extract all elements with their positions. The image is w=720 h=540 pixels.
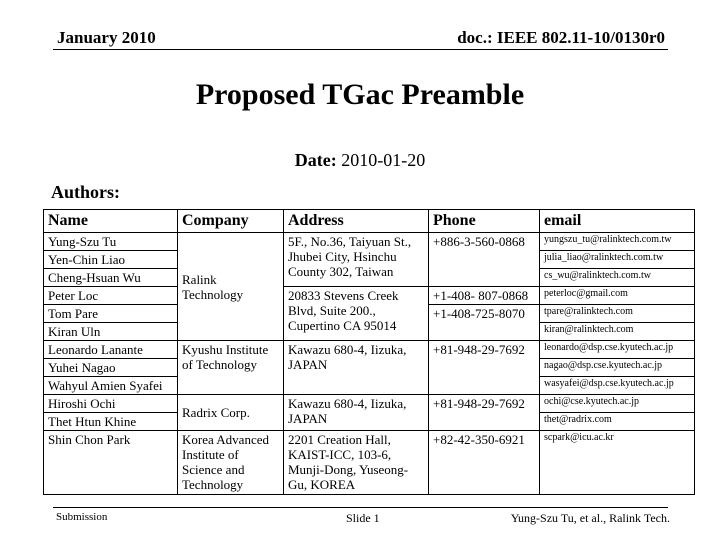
table-row [44,287,695,305]
company-cell: Korea Advanced Institute of Science and Technology [178,431,284,495]
company-cell: Radrix Corp. [178,395,284,431]
author-name: Yuhei Nagao [44,359,178,377]
footer-submission: Submission [56,511,108,523]
address-cell: 2201 Creation Hall, KAIST-ICC, 103-6, Munji-Dong, Yuseong-Gu, KOREA [284,431,429,495]
footer-author: Yung-Szu Tu, et al., Ralink Tech. [510,511,670,525]
phone-cell: +82-42-350-6921 [429,431,540,495]
address-cell: 5F., No.36, Taiyuan St., Jhubei City, Hsinchu County 302, Taiwan [284,233,429,287]
date-line [0,150,720,171]
author-name: Peter Loc [44,287,178,305]
email-cell: yungszu_tu@ralinktech.com.tw [540,233,695,251]
column-header-address: Address [284,210,429,233]
address-cell: Kawazu 680-4, Iizuka, JAPAN [284,341,429,395]
author-name: Cheng-Hsuan Wu [44,269,178,287]
email-cell: nagao@dsp.cse.kyutech.ac.jp [540,359,695,377]
authors-label: Authors: [51,182,121,202]
company-cell: Kyushu Institute of Technology [178,341,284,395]
authors-table [43,209,695,495]
header-doc-number: doc.: IEEE 802.11-10/0130r0 [457,28,665,47]
company-cell: Ralink Technology [178,233,284,341]
author-name: Hiroshi Ochi [44,395,178,413]
email-cell: thet@radrix.com [540,413,695,431]
column-header-name: Name [44,210,178,233]
table-row [44,341,695,359]
address-cell: 20833 Stevens Creek Blvd, Suite 200., Cupertino CA 95014 [284,287,429,341]
date-value: 2010-01-20 [341,150,426,170]
column-header-email: email [540,210,695,233]
table-header-row [44,210,695,233]
table-row [44,233,695,251]
author-name: Yung-Szu Tu [44,233,178,251]
table-row [44,431,695,495]
author-name: Yen-Chin Liao [44,251,178,269]
author-name: Kiran Uln [44,323,178,341]
phone-cell: +81-948-29-7692 [429,341,540,395]
slide-title: Proposed TGac Preamble [195,78,525,111]
table-row [44,395,695,413]
email-cell: leonardo@dsp.cse.kyutech.ac.jp [540,341,695,359]
footer-slide-number: Slide 1 [346,511,380,525]
email-cell: cs_wu@ralinktech.com.tw [540,269,695,287]
email-cell: tpare@ralinktech.com [540,305,695,323]
phone-cell: +81-948-29-7692 [429,395,540,431]
address-cell: Kawazu 680-4, Iizuka, JAPAN [284,395,429,431]
footer-divider [53,507,668,508]
author-name: Tom Pare [44,305,178,323]
column-header-company: Company [178,210,284,233]
header-divider [53,49,668,50]
email-cell: julia_liao@ralinktech.com.tw [540,251,695,269]
author-name: Wahyul Amien Syafei [44,377,178,395]
email-cell: peterloc@gmail.com [540,287,695,305]
email-cell: scpark@icu.ac.kr [540,431,695,495]
email-cell: wasyafei@dsp.cse.kyutech.ac.jp [540,377,695,395]
header-date: January 2010 [57,28,156,47]
phone-cell: +886-3-560-0868 [429,233,540,287]
phone-cell: +1-408- 807-0868 [429,287,540,305]
email-cell: kiran@ralinktech.com [540,323,695,341]
date-label: Date: [294,150,337,170]
author-name: Shin Chon Park [44,431,178,495]
phone-cell: +1-408-725-8070 [429,305,540,341]
author-name: Thet Htun Khine [44,413,178,431]
column-header-phone: Phone [429,210,540,233]
email-cell: ochi@cse.kyutech.ac.jp [540,395,695,413]
author-name: Leonardo Lanante [44,341,178,359]
